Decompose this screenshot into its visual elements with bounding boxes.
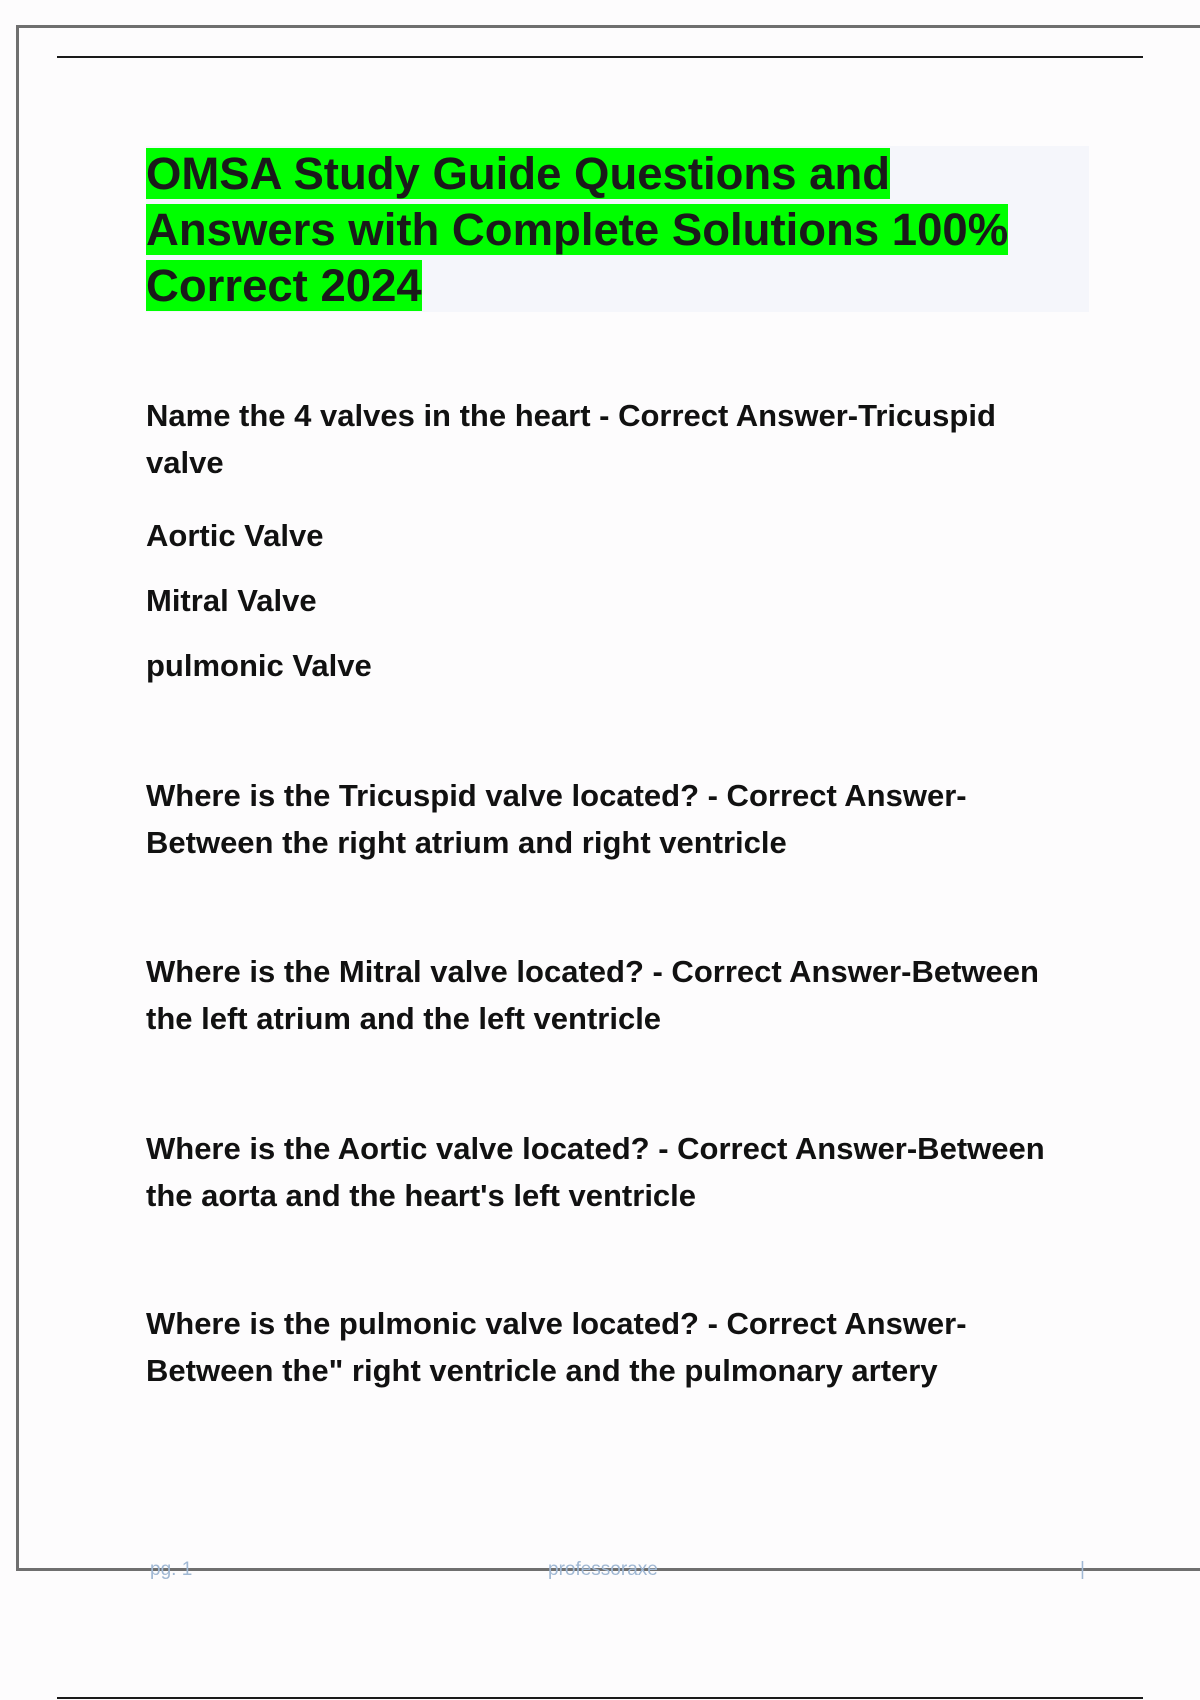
qa-line: Where is the Tricuspid valve located? - Correct Answer-: [146, 778, 967, 813]
qa-item: [146, 948, 1106, 1042]
qa-line: Between the right atrium and right ventricle: [146, 825, 787, 860]
qa-line: valve: [146, 445, 224, 480]
qa-line: Where is the Mitral valve located? - Correct Answer-Between: [146, 954, 1039, 989]
qa-item: [146, 392, 1106, 486]
footer-page-number: pg. 1: [150, 1559, 193, 1580]
bottom-rule: [57, 1697, 1143, 1699]
footer-author: professoraxe: [548, 1559, 658, 1580]
qa-item: [146, 772, 1106, 866]
qa-item: [146, 1300, 1106, 1394]
footer-right-mark: |: [1080, 1559, 1085, 1580]
qa-line: Where is the pulmonic valve located? - Correct Answer-: [146, 1306, 967, 1341]
qa-line: the aorta and the heart's left ventricle: [146, 1178, 697, 1213]
title-line-3: Correct 2024: [146, 260, 422, 311]
answer-sub-item: Mitral Valve: [146, 583, 317, 618]
title-line-2: Answers with Complete Solutions 100%: [146, 204, 1009, 255]
qa-item: [146, 1125, 1106, 1219]
answer-sub-item: pulmonic Valve: [146, 648, 372, 683]
qa-line: Where is the Aortic valve located? - Correct Answer-Between: [146, 1131, 1045, 1166]
qa-line: Between the" right ventricle and the pulmonary artery: [146, 1353, 938, 1388]
qa-content: [146, 392, 1106, 1394]
title-block: [146, 146, 1089, 312]
title-line-1: OMSA Study Guide Questions and: [146, 148, 891, 199]
qa-line: the left atrium and the left ventricle: [146, 1001, 662, 1036]
document-title: [146, 146, 1089, 314]
header-rule: [57, 56, 1143, 58]
qa-line: Name the 4 valves in the heart - Correct Answer-Tricuspid: [146, 398, 996, 433]
answer-sub-item: Aortic Valve: [146, 518, 324, 553]
